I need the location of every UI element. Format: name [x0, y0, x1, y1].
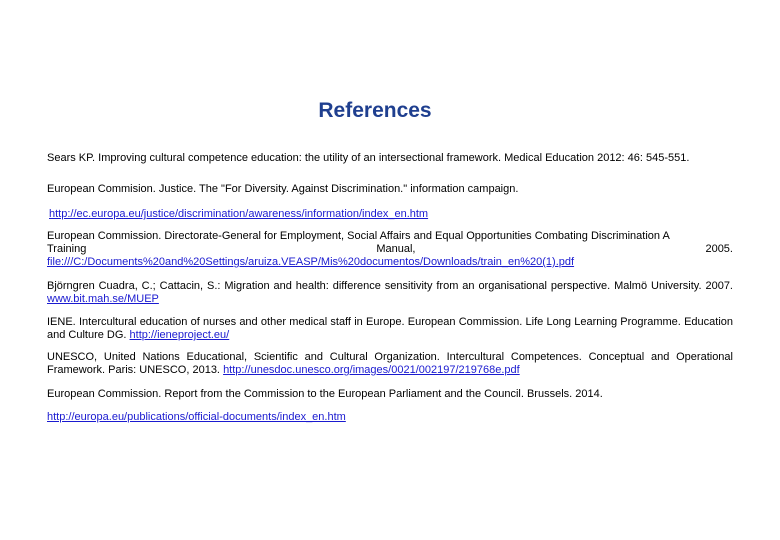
reference-text: European Commission. Report from the Commission to the European Parliament and the Council. Brussels. 2014.	[47, 388, 603, 400]
reference-text: UNESCO, United Nations Educational, Scientific and Cultural Organization. Intercultural Competences. Conceptual and Operational Framework. Paris: UNESCO, 2013.	[47, 351, 733, 376]
reference-word: Training	[47, 243, 87, 255]
reference-bjorngren	[47, 280, 733, 306]
reference-text: Björngren Cuadra, C.; Cattacin, S.: Migration and health: difference sensitivity from an organisational perspective. Malmö University. 2007.	[47, 280, 733, 292]
reference-link-row	[49, 208, 735, 221]
reference-sears	[47, 152, 733, 165]
reference-link[interactable]: http://europa.eu/publications/official-documents/index_en.htm	[47, 411, 346, 423]
reference-link[interactable]: http://ec.europa.eu/justice/discrimination/awareness/information/index_en.htm	[49, 208, 429, 220]
reference-link[interactable]: http://ieneproject.eu/	[129, 329, 230, 341]
reference-european-commision	[47, 183, 733, 196]
reference-link[interactable]: www.bit.mah.se/MUEP	[47, 293, 159, 305]
reference-iene	[47, 316, 733, 342]
reference-link[interactable]: http://unesdoc.unesco.org/images/0021/002197/219768e.pdf	[223, 364, 520, 376]
reference-text: European Commission. Directorate-General for Employment, Social Affairs and Equal Opportunities Combating Discrimination A	[47, 230, 670, 242]
reference-link[interactable]: file:///C:/Documents%20and%20Settings/aruiza.VEASP/Mis%20documentos/Downloads/train_en%20(1).pdf	[47, 256, 575, 268]
reference-report	[47, 388, 733, 401]
reference-word: Manual,	[376, 243, 416, 255]
reference-text: IENE. Intercultural education of nurses and other medical staff in Europe. European Commission. Life Long Learning Programme. Education and Culture DG.	[47, 316, 733, 341]
title-text: References	[318, 99, 432, 122]
reference-unesco	[47, 351, 733, 377]
reference-text: Sears KP. Improving cultural competence education: the utility of an intersectional framework. Medical Education 2012: 46: 545-551.	[47, 152, 690, 164]
reference-text: European Commision. Justice. The "For Diversity. Against Discrimination." information campaign.	[47, 183, 519, 195]
reference-justified-line	[47, 243, 733, 256]
page-title	[0, 99, 780, 123]
reference-word: 2005.	[705, 243, 733, 255]
reference-link-row	[47, 411, 733, 424]
reference-directorate	[47, 230, 733, 269]
